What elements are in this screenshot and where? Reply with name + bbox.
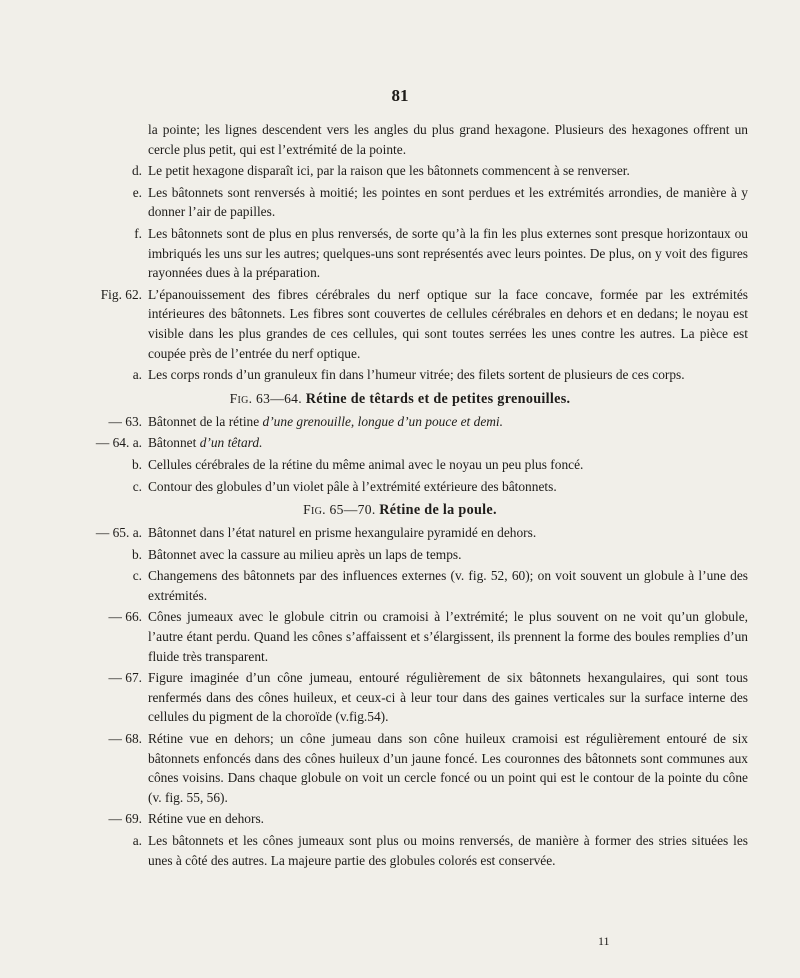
- figure-label: — 64. a.: [95, 435, 142, 451]
- item-text: Les bâtonnets sont de plus en plus renversés, de sorte qu’à la fin les plus externes sont presque horizontaux ou imbriqués les uns sur les autres; quelques-uns sont représentés avec leurs pointes. De plus, on y voit des figures rayonnées dues à la préparation.: [148, 225, 748, 281]
- figure-label: — 63.: [108, 413, 142, 429]
- section-heading: [0, 391, 800, 408]
- figure-label: Fig. 62.: [100, 286, 142, 302]
- paragraph: [0, 183, 800, 222]
- paragraph: [0, 365, 800, 385]
- heading-title: Rétine de têtards et de petites grenouilles.: [305, 390, 571, 407]
- heading-fig-range: Fig. 63—64.: [229, 390, 302, 406]
- item-label: e.: [132, 184, 142, 200]
- item-label: c.: [132, 478, 142, 494]
- text-italic: d’un têtard.: [199, 435, 263, 451]
- heading-title: Rétine de la poule.: [379, 502, 497, 519]
- paragraph: [0, 566, 800, 605]
- item-label: a.: [132, 367, 142, 383]
- section-heading: [0, 502, 800, 519]
- item-text: Bâtonnet dans l’état naturel en prisme hexangulaire pyramidé en dehors.: [148, 525, 537, 541]
- item-text: Le petit hexagone disparaît ici, par la raison que les bâtonnets commencent à se renverser.: [148, 163, 630, 179]
- item-label: b.: [131, 546, 142, 562]
- item-text: Les bâtonnets et les cônes jumeaux sont plus ou moins renversés, de manière à former des stries situées les unes à côté des autres. La majeure partie des globules colorés est conservée.: [148, 833, 748, 868]
- page-number: 81: [391, 86, 409, 105]
- paragraph: [0, 285, 800, 363]
- paragraph: [0, 607, 800, 666]
- paragraph: [0, 545, 800, 565]
- figure-label: — 67.: [108, 670, 142, 686]
- paragraph: [0, 523, 800, 543]
- signature-mark: 11: [598, 934, 610, 948]
- item-text: Changemens des bâtonnets par des influences externes (v. fig. 52, 60); on voit souvent un globule à l’une des extrémités.: [148, 568, 748, 603]
- paragraph: [0, 477, 800, 497]
- item-label: b.: [131, 456, 142, 472]
- item-text: Rétine vue en dehors; un cône jumeau dans son cône huileux cramoisi est régulièrement entouré de six bâtonnets enfoncés dans des cônes huileux d’un jaune foncé. Les couronnes des bâtonnets sont communes aux cônes voisins. Dans chaque globule on voit un cercle foncé ou un point qui est le contour de la pointe du cône (v. fig. 55, 56).: [148, 731, 748, 805]
- paragraph: [0, 224, 800, 283]
- item-label: f.: [134, 225, 142, 241]
- item-text: Cellules cérébrales de la rétine du même animal avec le noyau un peu plus foncé.: [148, 456, 584, 472]
- text-plain: Bâtonnet de la rétine: [148, 413, 263, 429]
- text-plain: Bâtonnet: [148, 435, 200, 451]
- item-text: Bâtonnet avec la cassure au milieu après un laps de temps.: [148, 546, 462, 562]
- paragraph: [0, 120, 800, 159]
- item-text: Les corps ronds d’un granuleux fin dans l’humeur vitrée; des filets sortent de plusieurs de ces corps.: [148, 367, 685, 383]
- heading-fig-range: Fig. 65—70.: [303, 502, 376, 518]
- item-text: Contour des globules d’un violet pâle à l’extrémité extérieure des bâtonnets.: [148, 478, 557, 494]
- figure-label: — 69.: [108, 811, 142, 827]
- paragraph: [0, 433, 800, 453]
- figure-label: — 66.: [108, 609, 142, 625]
- paragraph: [0, 831, 800, 870]
- text-italic: d’une grenouille, longue d’un pouce et demi.: [262, 413, 503, 429]
- item-text: [148, 412, 748, 432]
- figure-label: — 65. a.: [95, 525, 142, 541]
- item-label: c.: [132, 568, 142, 584]
- item-text: Rétine vue en dehors.: [148, 811, 265, 827]
- item-text: L’épanouissement des fibres cérébrales du nerf optique sur la face concave, formée par les extrémités intérieures des bâtonnets. Les fibres sont couvertes de cellules cérébrales en dehors et en dedans; le noyau est visible dans les plus grandes de ces cellules, qui sont toutes serrées les unes contre les autres. La pièce est coupée près de l’entrée du nerf optique.: [148, 286, 748, 361]
- paragraph: [0, 412, 800, 432]
- paragraph: [0, 455, 800, 475]
- item-label: d.: [131, 163, 142, 179]
- item-text: Les bâtonnets sont renversés à moitié; les pointes en sont perdues et les extrémités arrondies, de manière à y donner l’air de papilles.: [148, 184, 748, 220]
- item-text: la pointe; les lignes descendent vers les angles du plus grand hexagone. Plusieurs des hexagones offrent un cercle plus petit, qui est l’extrémité de la pointe.: [148, 122, 748, 157]
- paragraph: [0, 668, 800, 727]
- item-text: [148, 433, 748, 453]
- page-body: [0, 120, 800, 872]
- figure-label: — 68.: [108, 731, 142, 747]
- item-label: a.: [132, 833, 142, 848]
- item-text: Cônes jumeaux avec le globule citrin ou cramoisi à l’extrémité; le plus souvent on ne voit qu’un globule, l’autre étant perdu. Quand les cônes s’affaissent et s’élargissent, ils prennent la forme des boules remplies d’un fluide très transparent.: [148, 609, 748, 664]
- item-text: Figure imaginée d’un cône jumeau, entouré régulièrement de six bâtonnets hexangulaires, qui sont tous renfermés dans des cônes huileux, et ceux-ci à leur tour dans des gaines verticales sur la surface interne des cellules du pigment de la choroïde (v.fig.54).: [148, 670, 748, 725]
- paragraph: [0, 161, 800, 181]
- paragraph: [0, 729, 800, 807]
- paragraph: [0, 809, 800, 829]
